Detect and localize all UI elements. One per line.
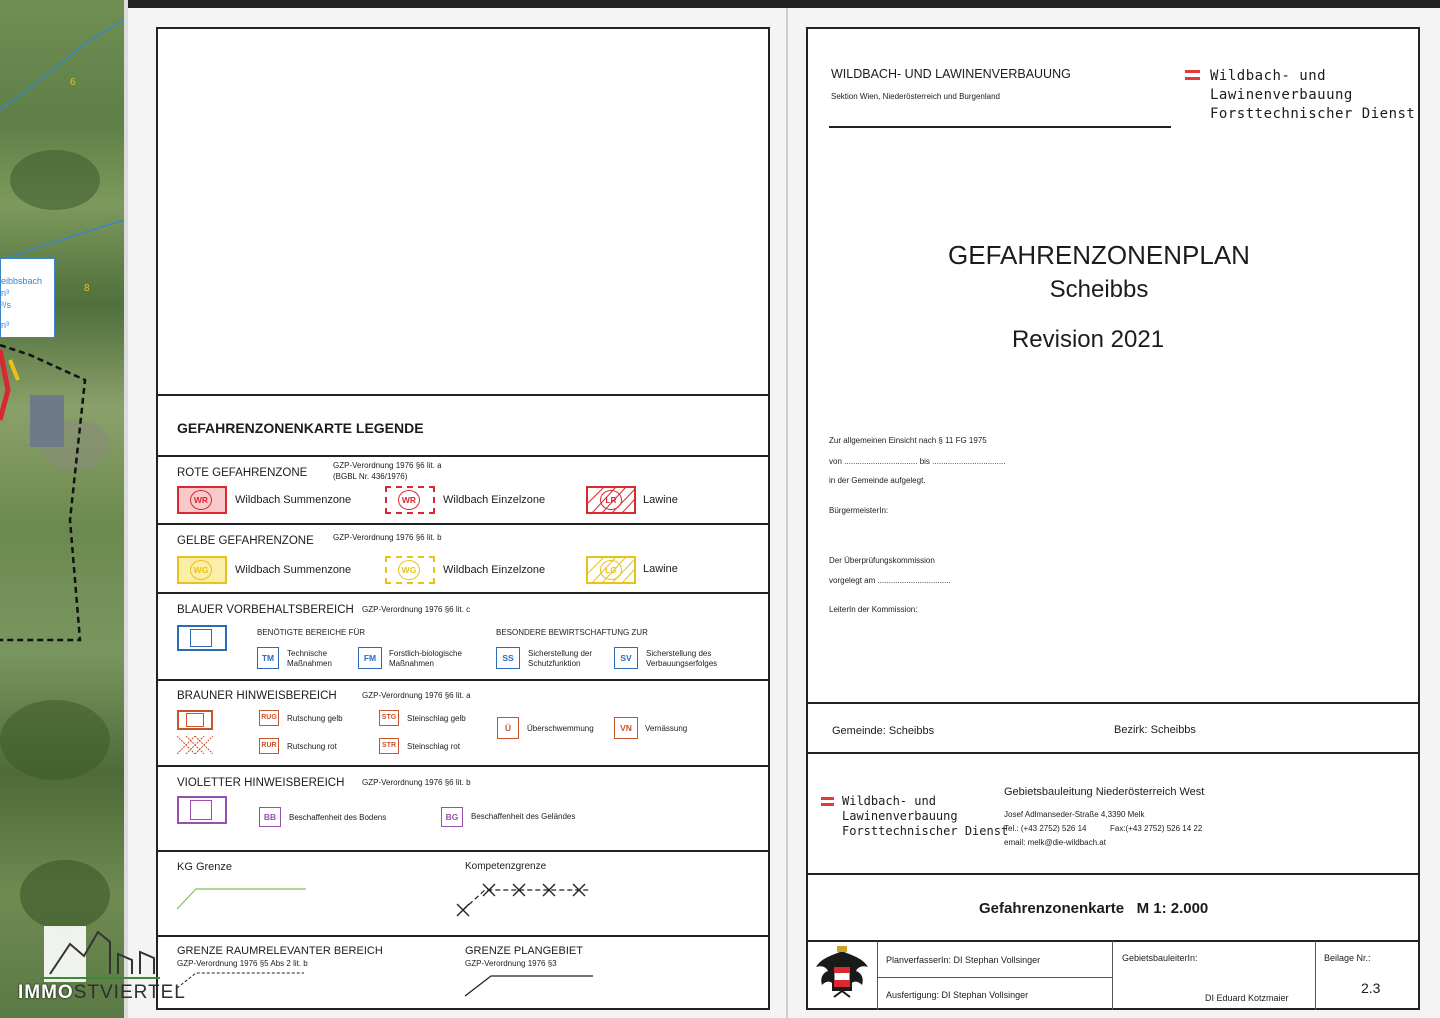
rur-badge: RUR [259, 738, 279, 754]
beilage-value: 2.3 [1361, 980, 1381, 996]
logo-text [1210, 67, 1415, 124]
gbl-email: email: melk@die-wildbach.at [1004, 838, 1106, 847]
map-overlay-lines [0, 0, 124, 1018]
tm-badge: TM [257, 647, 279, 669]
blau-heading: BLAUER VORBEHALTSBEREICH [177, 604, 354, 616]
divider [806, 873, 1420, 875]
einsicht-text: Zur allgemeinen Einsicht nach § 11 FG 1975 [829, 436, 987, 445]
gbl-fax: Fax:(+43 2752) 526 14 22 [1110, 824, 1203, 833]
red-summenzone-label: Wildbach Summenzone [235, 494, 352, 506]
watermark-brand [18, 982, 186, 1004]
vn-badge: VN [614, 717, 638, 739]
coat-of-arms-icon [812, 945, 872, 1005]
sheet-fold [124, 0, 128, 1018]
blau-regulation: GZP-Verordnung 1976 §6 lit. c [362, 605, 471, 614]
divider [806, 752, 1420, 754]
grid-line [877, 977, 1112, 978]
divider [156, 765, 770, 767]
divider [156, 592, 770, 594]
logo-text-small [842, 794, 1008, 839]
map-title [979, 900, 1208, 917]
map-label-line: n³ [1, 288, 10, 298]
map-marker: 8 [84, 283, 90, 294]
logo-line: Forsttechnischer Dienst [1210, 106, 1416, 122]
logo-line: Lawinenverbauung [842, 809, 958, 823]
ue-label: Überschwemmung [527, 724, 594, 733]
ue-badge: Ü [497, 717, 519, 739]
kompetenzgrenze-line [455, 878, 595, 918]
bezirk-field: Bezirk: Scheibbs [1114, 724, 1196, 736]
divider [156, 679, 770, 681]
sv-label-line: Verbauungserfolges [646, 659, 718, 668]
sheet-fold-middle [786, 8, 788, 1018]
yellow-lawine-label: Lawine [643, 563, 678, 575]
gelb-regulation: GZP-Verordnung 1976 §6 lit. b [333, 533, 442, 542]
sv-label [646, 649, 717, 669]
agency-section: Sektion Wien, Niederösterreich und Burgenland [831, 92, 1000, 101]
yellow-lg-badge: LG [600, 560, 622, 580]
kompetenzgrenze-label: Kompetenzgrenze [465, 861, 547, 872]
gbl-leiter-name: DI Eduard Kotzmaier [1205, 993, 1289, 1003]
grenze-raum-regulation: GZP-Verordnung 1976 §5 Abs 2 lit. b [177, 959, 308, 968]
map-marker: 6 [70, 77, 76, 88]
red-lawine-label: Lawine [643, 494, 678, 506]
rot-heading: ROTE GEFAHRENZONE [177, 467, 308, 479]
grenze-plan-regulation: GZP-Verordnung 1976 §3 [465, 959, 557, 968]
fm-label-line: Maßnahmen [389, 659, 434, 668]
kg-grenze-line [176, 885, 308, 911]
ss-label-line: Sicherstellung der [528, 649, 593, 658]
blau-sub2: BESONDERE BEWIRTSCHAFTUNG ZUR [496, 628, 648, 637]
grid-line [1112, 941, 1113, 1010]
divider [156, 935, 770, 937]
map-label-line: n³ [1, 320, 10, 330]
violett-heading: VIOLETTER HINWEISBEREICH [177, 777, 345, 789]
gbl-tel: Tel.: (+43 2752) 526 14 [1004, 824, 1087, 833]
str-badge: STR [379, 738, 399, 754]
gbl-address: Josef Adlmanseder-Straße 4,3390 Melk [1004, 810, 1145, 819]
logo-flag-icon [821, 797, 834, 800]
violet-area-inner [190, 800, 212, 820]
fm-label-line: Forstlich-biologische [389, 649, 462, 658]
map-label [1, 259, 54, 331]
gemeinde-field: Gemeinde: Scheibbs [832, 725, 935, 737]
map-title-name: Gefahrenzonenkarte [979, 900, 1125, 917]
agency-underline [829, 126, 1171, 128]
red-lr-badge: LR [600, 490, 622, 510]
map-label-line: eibbsbach [1, 276, 43, 286]
rur-label: Rutschung rot [287, 742, 337, 751]
yellow-summenzone-label: Wildbach Summenzone [235, 564, 352, 576]
bb-badge: BB [259, 807, 281, 827]
logo-flag-icon [1185, 70, 1200, 73]
logo-line: Forsttechnischer Dienst [842, 824, 1009, 838]
map-scale: M 1: 2.000 [1136, 900, 1209, 917]
bb-label: Beschaffenheit des Bodens [289, 813, 387, 822]
grenze-plan-label: GRENZE PLANGEBIET [465, 945, 583, 957]
beilage-label: Beilage Nr.: [1324, 953, 1371, 963]
ss-label [528, 649, 592, 669]
vn-label: Vernässung [645, 724, 688, 733]
rug-badge: RUG [259, 710, 279, 726]
von-bis-text: von ................................. bis ................................. [829, 457, 1006, 466]
kg-grenze-label: KG Grenze [177, 861, 233, 873]
red-wr-badge: WR [398, 490, 420, 510]
vorgelegt-text: vorgelegt am ................................. [829, 576, 951, 585]
braun-regulation: GZP-Verordnung 1976 §6 lit. a [362, 691, 471, 700]
watermark-brand-bold: IMMO [18, 982, 74, 1003]
map-label-line: ³/s [1, 300, 11, 310]
watermark-house-logo [40, 924, 160, 984]
grenze-plan-line [463, 970, 595, 998]
fm-label [389, 649, 462, 669]
brown-hatch-symbol [177, 736, 213, 754]
watermark-brand-light: STVIERTEL [73, 982, 186, 1003]
ausfertigung-field: Ausfertigung: DI Stephan Vollsinger [886, 990, 1029, 1000]
aufgelegt-text: in der Gemeinde aufgelegt. [829, 476, 926, 485]
divider [806, 702, 1420, 704]
gbl-title: Gebietsbauleitung Niederösterreich West [1004, 786, 1205, 798]
divider [156, 394, 770, 396]
gbl-leiter-field: GebietsbauleiterIn: [1122, 953, 1198, 963]
red-wr-badge: WR [190, 490, 212, 510]
braun-heading: BRAUNER HINWEISBEREICH [177, 690, 337, 702]
place-title: Scheibbs [1049, 276, 1149, 303]
leiterin-text: LeiterIn der Kommission: [829, 605, 918, 614]
logo-line: Lawinenverbauung [1210, 87, 1353, 103]
blau-sub1: BENÖTIGTE BEREICHE FÜR [257, 628, 366, 637]
tm-label-line: Maßnahmen [287, 659, 332, 668]
stg-label: Steinschlag gelb [407, 714, 466, 723]
divider [806, 940, 1420, 942]
grid-line [1315, 941, 1316, 1010]
buergermeister-text: BürgermeisterIn: [829, 506, 889, 515]
brown-area-inner [186, 713, 204, 727]
tm-label [287, 649, 332, 669]
tm-label-line: Technische [287, 649, 328, 658]
grenze-raum-label: GRENZE RAUMRELEVANTER BEREICH [177, 945, 383, 957]
legend-panel [156, 27, 770, 1010]
rug-label: Rutschung gelb [287, 714, 343, 723]
divider [156, 850, 770, 852]
divider [156, 455, 770, 457]
main-title: GEFAHRENZONENPLAN [948, 240, 1250, 270]
bg-label: Beschaffenheit des Geländes [471, 812, 576, 821]
planverfasser-field: PlanverfasserIn: DI Stephan Vollsinger [886, 955, 1041, 965]
revision-title: Revision 2021 [1011, 326, 1165, 353]
bg-badge: BG [441, 807, 463, 827]
title-panel [806, 27, 1420, 1010]
legend-title: GEFAHRENZONENKARTE LEGENDE [177, 420, 424, 436]
stg-badge: STG [379, 710, 399, 726]
gelb-heading: GELBE GEFAHRENZONE [177, 535, 314, 547]
yellow-wg-badge: WG [190, 560, 212, 580]
ss-badge: SS [496, 647, 520, 669]
sheet-top-edge [128, 0, 1440, 8]
str-label: Steinschlag rot [407, 742, 460, 751]
violett-regulation: GZP-Verordnung 1976 §6 lit. b [362, 778, 471, 787]
agency-title: WILDBACH- UND LAWINENVERBAUUNG [831, 67, 1071, 81]
sv-label-line: Sicherstellung des [646, 649, 712, 658]
grenze-raum-line [176, 968, 306, 990]
divider [156, 523, 770, 525]
red-einzelzone-label: Wildbach Einzelzone [443, 494, 546, 506]
logo-line: Wildbach- und [842, 794, 936, 808]
rot-regulation: GZP-Verordnung 1976 §6 lit. a [333, 461, 442, 470]
map-label-box [0, 258, 55, 338]
fm-badge: FM [358, 647, 382, 669]
yellow-wg-badge: WG [398, 560, 420, 580]
rot-regulation-2: (BGBL Nr. 436/1976) [333, 472, 408, 481]
grid-line [877, 941, 878, 1010]
logo-line: Wildbach- und [1210, 68, 1327, 84]
kommission-text: Der Überprüfungskommission [829, 556, 935, 565]
sv-badge: SV [614, 647, 638, 669]
yellow-einzelzone-label: Wildbach Einzelzone [443, 564, 546, 576]
logo-flag-icon-bar [821, 803, 834, 806]
logo-flag-icon-bar [1185, 77, 1200, 80]
ss-label-line: Schutzfunktion [528, 659, 581, 668]
aerial-map-strip [0, 0, 124, 1018]
blue-area-inner [190, 629, 212, 647]
